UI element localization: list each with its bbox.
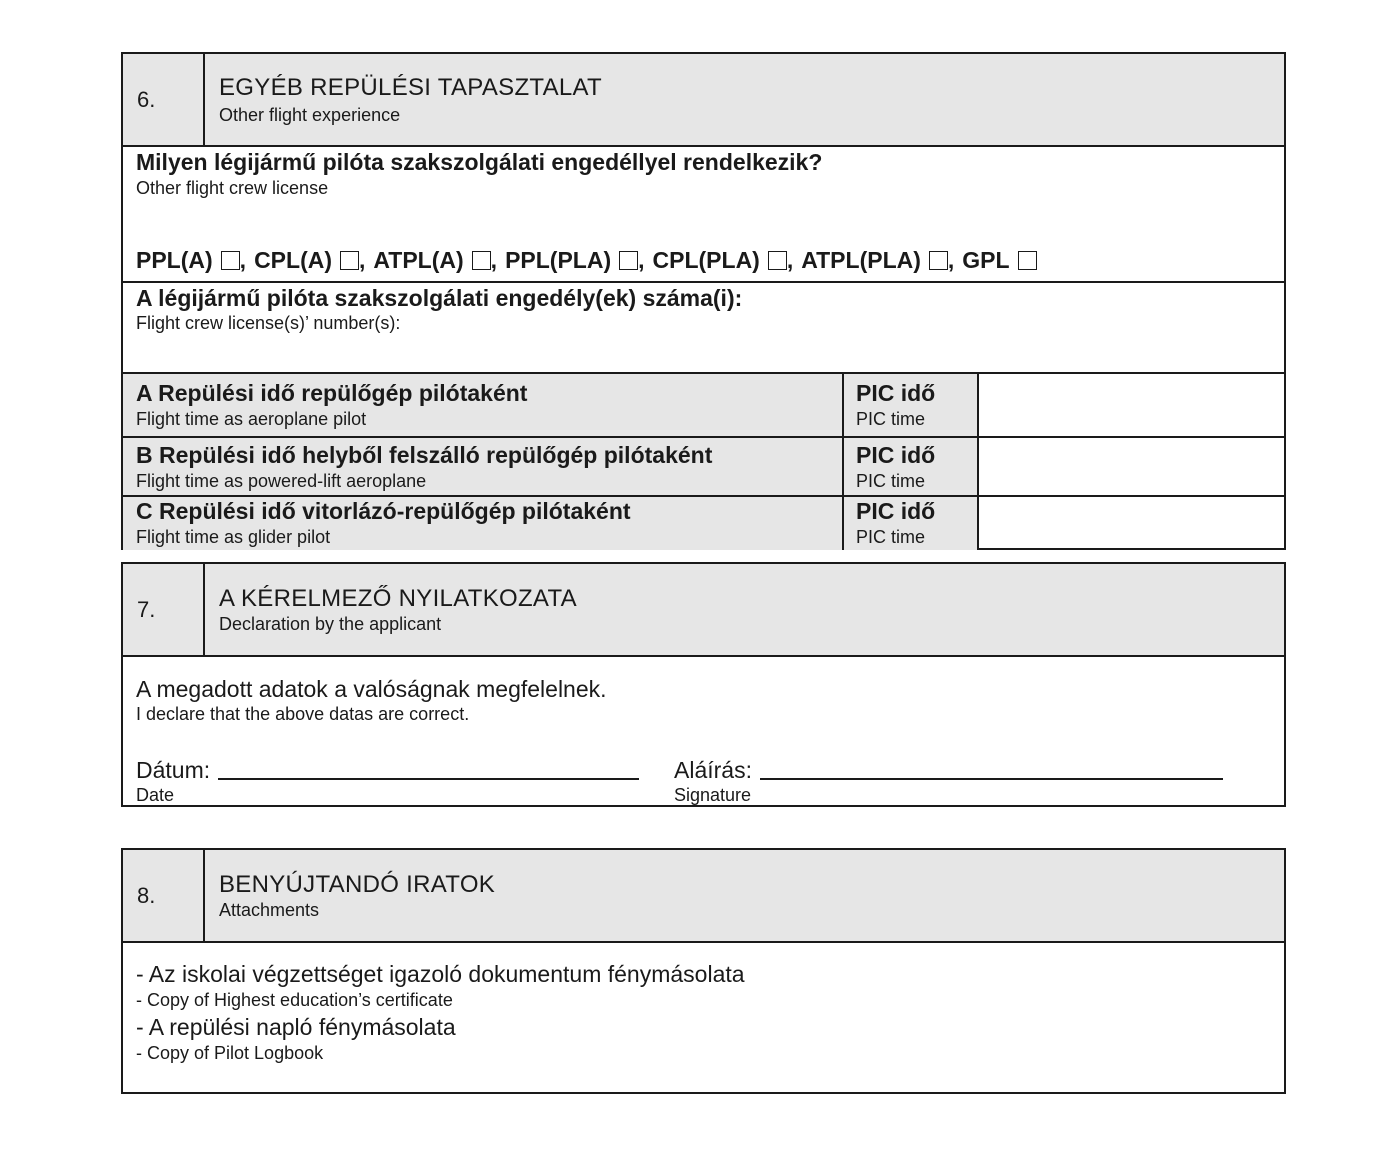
section-6-header — [123, 54, 1284, 147]
checkbox[interactable] — [221, 251, 240, 270]
signature-label-en: Signature — [674, 785, 752, 805]
license-number-label: A légijármű pilóta szakszolgálati engedély(ek) száma(i): — [136, 285, 743, 311]
separator: , — [947, 247, 955, 273]
divider — [123, 281, 1284, 283]
section-8-header — [123, 850, 1284, 943]
flight-time-label: A Repülési idő repülőgép pilótaként — [136, 380, 528, 406]
section-number: 7. — [123, 564, 205, 655]
attachment-item: - A repülési napló fénymásolata — [136, 1014, 456, 1040]
license-option-cpl-a[interactable] — [254, 247, 373, 274]
license-question: Milyen légijármű pilóta szakszolgálati engedéllyel rendelkezik? — [136, 149, 823, 175]
flight-time-label-en: Flight time as powered-lift aeroplane — [136, 471, 427, 491]
flight-time-label: C Repülési idő vitorlázó-repülőgép pilótaként — [136, 498, 631, 524]
signature-label: Aláírás: — [674, 757, 752, 783]
license-option-gpl[interactable] — [962, 247, 1036, 274]
checkbox[interactable] — [619, 251, 638, 270]
license-option-atpl-pla[interactable] — [801, 247, 962, 274]
attachment-item-en: - Copy of Highest education’s certificate — [136, 990, 453, 1010]
section-number: 8. — [123, 850, 205, 941]
license-option-ppl-a[interactable] — [136, 247, 254, 274]
checkbox[interactable] — [340, 251, 359, 270]
license-option-ppl-pla[interactable] — [505, 247, 652, 274]
separator: , — [490, 247, 498, 273]
separator: , — [239, 247, 247, 273]
flight-time-label: B Repülési idő helyből felszálló repülőgép pilótaként — [136, 442, 713, 468]
section-7-header — [123, 564, 1284, 657]
separator: , — [638, 247, 645, 273]
declaration-statement: A megadott adatok a valóságnak megfelelnek. — [136, 676, 607, 702]
divider — [977, 372, 979, 550]
license-number-field[interactable] — [136, 338, 1266, 368]
license-option-label: CPL(A) — [254, 247, 332, 273]
separator: , — [786, 247, 794, 273]
pic-label-en: PIC time — [856, 471, 926, 491]
section-title: EGYÉB REPÜLÉSI TAPASZTALAT — [219, 74, 603, 101]
pic-time-field[interactable] — [981, 440, 1281, 492]
date-label-en: Date — [136, 785, 175, 805]
signature-field[interactable] — [760, 778, 1223, 780]
section-8 — [121, 848, 1286, 1094]
date-label: Dátum: — [136, 757, 211, 783]
declaration-statement-en: I declare that the above datas are correct. — [136, 704, 470, 724]
pic-time-field[interactable] — [981, 499, 1281, 547]
divider — [123, 495, 1284, 497]
attachment-item-en: - Copy of Pilot Logbook — [136, 1043, 324, 1063]
section-subtitle: Other flight experience — [219, 105, 401, 125]
license-option-label: GPL — [962, 247, 1010, 273]
pic-time-field[interactable] — [981, 376, 1281, 434]
license-option-label: ATPL(A) — [373, 247, 464, 273]
section-6 — [121, 52, 1286, 550]
section-title: BENYÚJTANDÓ IRATOK — [219, 871, 496, 898]
license-option-cpl-pla[interactable] — [653, 247, 802, 274]
checkbox[interactable] — [1018, 251, 1037, 270]
divider — [842, 372, 844, 550]
date-field[interactable] — [218, 778, 639, 780]
section-subtitle: Attachments — [219, 900, 320, 920]
pic-label-en: PIC time — [856, 409, 926, 429]
flight-time-label-en: Flight time as glider pilot — [136, 527, 331, 547]
license-question-en: Other flight crew license — [136, 178, 329, 198]
license-option-label: PPL(PLA) — [505, 247, 612, 273]
license-option-label: CPL(PLA) — [652, 247, 760, 273]
section-title: A KÉRELMEZŐ NYILATKOZATA — [219, 585, 577, 612]
flight-time-label-en: Flight time as aeroplane pilot — [136, 409, 367, 429]
divider — [123, 436, 1284, 438]
checkbox[interactable] — [768, 251, 787, 270]
section-7 — [121, 562, 1286, 807]
pic-label: PIC idő — [856, 442, 936, 468]
license-option-atpl-a[interactable] — [373, 247, 505, 274]
section-subtitle: Declaration by the applicant — [219, 614, 442, 634]
checkbox[interactable] — [929, 251, 948, 270]
license-number-label-en: Flight crew license(s)’ number(s): — [136, 313, 401, 333]
separator: , — [359, 247, 366, 273]
license-option-label: PPL(A) — [136, 247, 213, 273]
license-options — [136, 247, 1037, 274]
pic-label: PIC idő — [856, 498, 936, 524]
checkbox[interactable] — [472, 251, 491, 270]
pic-label-en: PIC time — [856, 527, 926, 547]
attachment-item: - Az iskolai végzettséget igazoló dokumentum fénymásolata — [136, 961, 745, 987]
license-option-label: ATPL(PLA) — [801, 247, 921, 273]
section-number: 6. — [123, 54, 205, 145]
pic-label: PIC idő — [856, 380, 936, 406]
